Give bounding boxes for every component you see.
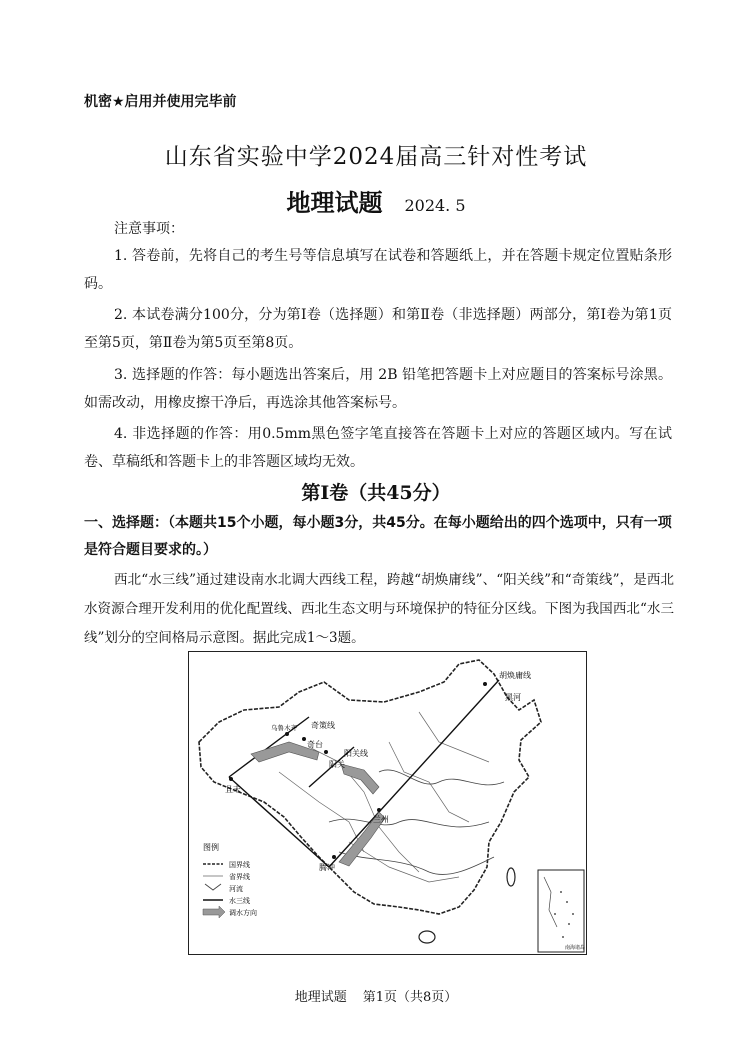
question-stem: 西北“水三线”通过建设南水北调大西线工程，跨越“胡焕庸线”、“阳关线”和“奇策线”，是西北水资源合理开发利用的优化配置线、西北生态文明与环境保护的特征分区线。下图为我国西北“水三线”划分的空间格局示意图。据此完成1～3题。 — [84, 572, 674, 646]
legend-title: 图例 — [203, 843, 219, 852]
subject-name: 地理试题 — [286, 188, 383, 217]
label-yangguan-line: 阳关线 — [344, 749, 368, 758]
legend-item-national-border: 国界线 — [229, 861, 250, 869]
province-borders — [279, 712, 489, 882]
label-urumqi: 乌鲁木齐 — [271, 724, 297, 732]
taiwan-island — [507, 868, 515, 886]
label-huhuanyong-line: 胡焕庸线 — [499, 671, 531, 680]
label-heihe: 黑河 — [505, 693, 521, 702]
label-lanzhou: 兰州 — [373, 815, 389, 824]
label-yangguan: 阳关 — [329, 760, 345, 769]
label-qice-line: 奇策线 — [311, 721, 335, 730]
page-footer — [0, 986, 752, 1005]
south-sea-inset — [538, 870, 585, 952]
water-lines-map — [188, 651, 587, 955]
section-title: 第Ⅰ卷（共45分） — [301, 482, 451, 504]
rivers — [329, 770, 504, 875]
question-type-heading: 一、选择题：（本题共15个小题，每小题3分，共45分。在每小题给出的四个选项中，只有一项是符合题目要求的。） — [84, 515, 672, 558]
exam-date: 2024. 5 — [404, 196, 466, 215]
confidential-label: 机密★启用并使用完毕前 — [84, 94, 237, 110]
map-figure — [189, 652, 586, 954]
transfer-arrows — [251, 742, 385, 866]
label-tengchong: 腾冲 — [319, 863, 335, 872]
footer-page-number: 第1页（共8页） — [362, 990, 458, 1005]
hainan-island — [419, 931, 435, 943]
label-qiemo: 且末 — [225, 785, 241, 794]
map-legend — [203, 842, 257, 918]
subject-title — [0, 183, 752, 218]
exam-title: 山东省实验中学2024届高三针对性考试 — [164, 144, 588, 170]
footer-subject: 地理试题 — [294, 990, 347, 1005]
label-south-sea-islands: 南海诸岛 — [565, 945, 586, 951]
note-item: 3. 选择题的作答：每小题选出答案后，用 2B 铅笔把答题卡上对应题目的答案标号涂黑。如需改动，用橡皮擦干净后，再选涂其他答案标号。 — [84, 367, 672, 411]
note-item: 2. 本试卷满分100分，分为第Ⅰ卷（选择题）和第Ⅱ卷（非选择题）两部分，第Ⅰ卷为第1页至第5页，第Ⅱ卷为第5页至第8页。 — [84, 307, 672, 351]
note-item: 1. 答卷前，先将自己的考生号等信息填写在试卷和答题纸上，并在答题卡规定位置贴条形码。 — [84, 248, 672, 292]
legend-item-transfer-direction: 调水方向 — [229, 909, 257, 917]
legend-item-water-line: 水三线 — [229, 897, 250, 905]
notes-heading: 注意事项： — [114, 221, 184, 237]
legend-item-province-border: 省界线 — [229, 873, 250, 881]
legend-item-river: 河流 — [229, 885, 243, 893]
note-item: 4. 非选择题的作答：用0.5mm黑色签字笔直接答在答题卡上对应的答题区域内。写在试卷、草稿纸和答题卡上的非答题区域均无效。 — [84, 426, 672, 470]
label-qitai: 奇台 — [307, 740, 323, 749]
